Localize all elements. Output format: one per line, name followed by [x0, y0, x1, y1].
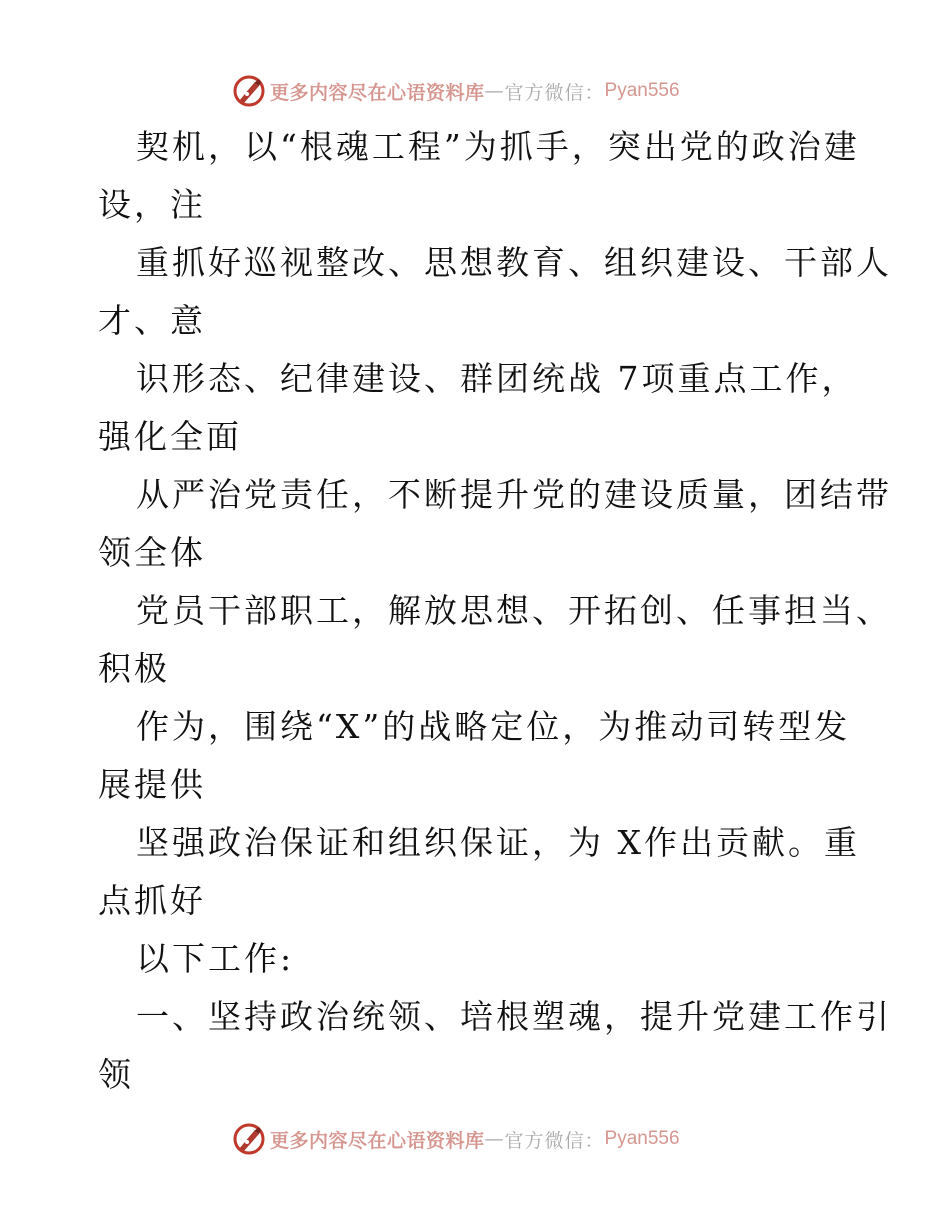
paragraph-continuation: 设，注	[98, 185, 206, 224]
paragraph	[98, 118, 858, 234]
paragraph-line: 一、坚持政治统领、培根塑魂，提升党建工作引	[136, 997, 892, 1036]
paragraph	[98, 698, 858, 814]
watermark-banner-top	[232, 74, 680, 108]
paragraph-line: 以下工作:	[136, 939, 295, 978]
paragraph-continuation: 展提供	[98, 765, 206, 804]
watermark-wechat-label: 官方微信：	[504, 1129, 605, 1152]
paragraph-line: 从严治党责任，不断提升党的建设质量，团结带	[136, 475, 892, 514]
paragraph-continuation: 领	[98, 1055, 134, 1094]
paragraph	[98, 814, 858, 930]
paragraph	[98, 930, 858, 988]
watermark-wechat-id: Pyan556	[604, 1128, 680, 1149]
watermark-wechat-id: Pyan556	[604, 80, 680, 101]
watermark-title: 更多内容尽在心语资料库	[270, 81, 485, 104]
document-body	[98, 118, 892, 1104]
paragraph-continuation: 点抓好	[98, 881, 206, 920]
paragraph	[98, 234, 892, 350]
watermark-title: 更多内容尽在心语资料库	[270, 1129, 485, 1152]
paragraph-line: 党员干部职工，解放思想、开拓创、任事担当、	[136, 591, 892, 630]
paragraph-line: 坚强政治保证和组织保证，为 X作出贡献。重	[136, 823, 860, 862]
paragraph	[98, 466, 892, 582]
watermark-dash: —	[484, 80, 505, 102]
quill-pen-logo-icon	[232, 74, 266, 108]
paragraph	[98, 988, 892, 1104]
watermark-banner-bottom	[232, 1122, 680, 1156]
paragraph-continuation: 领全体	[98, 533, 206, 572]
watermark-wechat-label: 官方微信：	[504, 81, 605, 104]
watermark-dash: —	[484, 1128, 505, 1150]
paragraph-line: 作为，围绕“X”的战略定位，为推动司转型发	[136, 707, 851, 746]
paragraph-continuation: 强化全面	[98, 417, 242, 456]
paragraph-continuation: 积极	[98, 649, 170, 688]
paragraph-line: 识形态、纪律建设、群团统战 7项重点工作，	[136, 359, 858, 398]
quill-pen-logo-icon	[232, 1122, 266, 1156]
paragraph-continuation: 才、意	[98, 301, 206, 340]
paragraph	[98, 582, 892, 698]
paragraph-line: 契机，以“根魂工程”为抓手，突出党的政治建	[136, 127, 860, 166]
paragraph-line: 重抓好巡视整改、思想教育、组织建设、干部人	[136, 243, 892, 282]
paragraph	[98, 350, 858, 466]
